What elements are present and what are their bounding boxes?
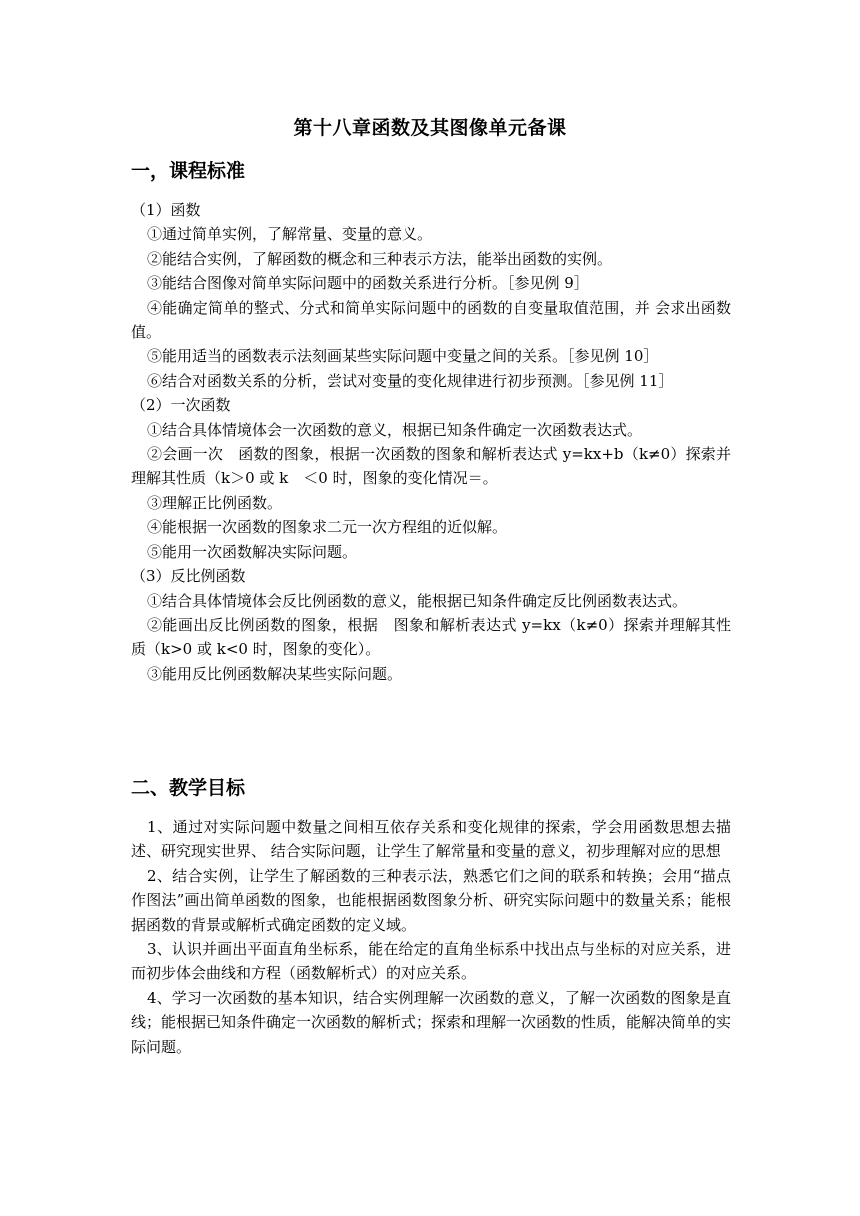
paragraph: ⑥结合对函数关系的分析，尝试对变量的变化规律进行初步预测。［参见例 11］ [147, 371, 674, 390]
paragraph: ①通过简单实例，了解常量、变量的意义。 [147, 225, 433, 244]
paragraph: 4、学习一次函数的基本知识，结合实例理解一次函数的意义，了解一次函数的图象是直线；能根据已知条件确定一次函数的解析式；探索和理解一次函数的性质，能解决简单的实际问题。 [131, 988, 732, 1056]
paragraph: ②能画出反比例函数的图象，根据 图象和解析表达式 y=kx（k≠0）探索并理解其性质（k>0 或 k<0 时，图象的变化）。 [131, 615, 731, 659]
document-title: 第十八章函数及其图像单元备课 [293, 117, 567, 139]
paragraph: ②会画一次 函数的图象，根据一次函数的图象和解析表达式 y=kx+b（k≠0）探索并理解其性质（k＞0 或 k ＜0 时，图象的变化情况＝。 [131, 445, 731, 488]
teaching-objectives-body [131, 815, 731, 1059]
paragraph: ①结合具体情境体会反比例函数的意义，能根据已知条件确定反比例函数表达式。 [147, 591, 688, 610]
paragraph: ④能根据一次函数的图象求二元一次方程组的近似解。 [147, 518, 508, 537]
paragraph: 3、认识并画出平面直角坐标系，能在给定的直角坐标系中找出点与坐标的对应关系，进而初步体会曲线和方程（函数解析式）的对应关系。 [131, 940, 731, 983]
paragraph: ③理解正比例函数。 [147, 493, 283, 512]
section-heading-curriculum-standards: 一，课程标准 [131, 160, 246, 182]
paragraph: 2、结合实例，让学生了解函数的三种表示法，熟悉它们之间的联系和转换；会用“描点作图法”画出简单函数的图象，也能根据函数图象分析、研究实际问题中的数量关系；能根据函数的背景或解析式确定函数的定义域。 [131, 866, 731, 934]
paragraph: ③能结合图像对简单实际问题中的函数关系进行分析。［参见例 9］ [147, 274, 589, 293]
subsection-title-inverse-functions: （3）反比例函数 [131, 567, 246, 586]
paragraph: ①结合具体情境体会一次函数的意义，根据已知条件确定一次函数表达式。 [147, 420, 643, 439]
paragraph: ③能用反比例函数解决某些实际问题。 [147, 664, 403, 683]
paragraph: ⑤能用适当的函数表示法刻画某些实际问题中变量之间的关系。［参见例 10］ [147, 347, 659, 366]
section-heading-teaching-objectives: 二、教学目标 [131, 777, 246, 799]
paragraph: ②能结合实例，了解函数的概念和三种表示方法，能举出函数的实例。 [147, 249, 613, 268]
subsection-title-functions: （1）函数 [131, 201, 201, 219]
paragraph: 1、通过对实际问题中数量之间相互依存关系和变化规律的探索，学会用函数思想去描述、研究现实世界、 结合实际问题，让学生了解常量和变量的意义，初步理解对应的思想 [131, 818, 731, 861]
curriculum-standards-body [131, 198, 731, 686]
paragraph: ⑤能用一次函数解决实际问题。 [147, 542, 358, 561]
paragraph: ④能确定简单的整式、分式和简单实际问题中的函数的自变量取值范围，并 会求出函数值。 [131, 298, 731, 342]
subsection-title-linear-functions: （2）一次函数 [131, 396, 231, 415]
